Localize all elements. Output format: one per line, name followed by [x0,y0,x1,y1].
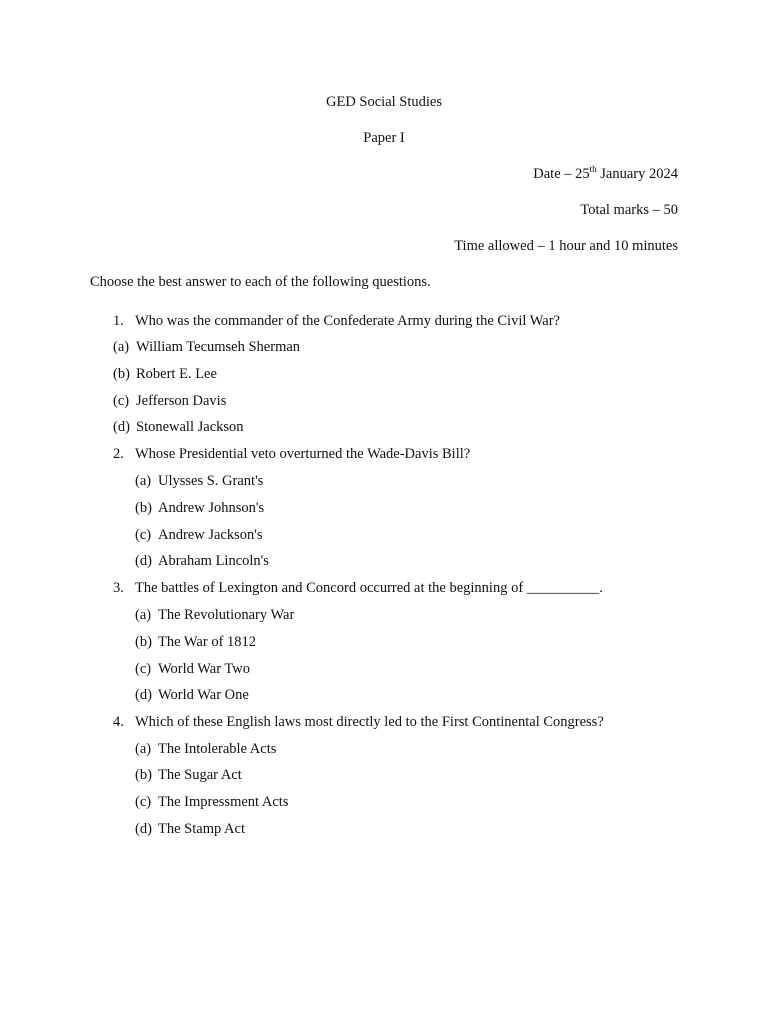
option-label: (b) [113,366,130,382]
q2-option-a [135,472,263,490]
option-text: Jefferson Davis [136,393,227,409]
q1-option-d [113,418,244,436]
option-text: Robert E. Lee [136,366,217,382]
q4-option-b [135,766,242,784]
option-text: The Stamp Act [158,821,245,837]
option-text: The War of 1812 [158,634,257,650]
paper-label: Paper I [363,130,405,146]
time-allowed: Time allowed – 1 hour and 10 minutes [454,238,678,254]
option-text: William Tecumseh Sherman [136,339,301,355]
question-number: 3. [113,580,124,596]
question-text: The battles of Lexington and Concord occurred at the beginning of __________. [135,580,603,596]
option-label: (a) [135,473,152,489]
date-prefix: Date – 25 [533,166,590,182]
option-label: (c) [135,527,152,543]
option-text: The Impressment Acts [158,794,289,810]
q3-option-a [135,606,294,624]
option-label: (d) [135,687,152,703]
option-text: Stonewall Jackson [136,419,244,435]
option-label: (b) [135,634,152,650]
q2-option-d [135,552,269,570]
option-label: (c) [113,393,130,409]
option-label: (a) [135,607,152,623]
option-text: Andrew Jackson's [158,527,263,543]
question-4 [113,713,604,731]
exam-date [533,165,678,183]
question-text: Whose Presidential veto overturned the Wade-Davis Bill? [135,446,471,462]
option-text: The Sugar Act [158,767,242,783]
question-3 [113,579,603,597]
question-1 [113,312,560,330]
q2-option-b [135,499,264,517]
date-suffix: January 2024 [596,166,678,182]
exam-title: GED Social Studies [326,94,442,110]
option-text: World War One [158,687,249,703]
question-2 [113,445,470,463]
option-label: (d) [135,821,152,837]
option-text: The Intolerable Acts [158,741,277,757]
q1-option-c [113,392,226,410]
option-label: (a) [135,741,152,757]
q4-option-c [135,793,288,811]
question-text: Which of these English laws most directly led to the First Continental Congress? [135,714,604,730]
option-label: (a) [113,339,130,355]
q4-option-a [135,740,276,758]
q1-option-a [113,338,300,356]
question-text: Who was the commander of the Confederate Army during the Civil War? [135,313,560,329]
instructions: Choose the best answer to each of the following questions. [90,274,431,290]
option-label: (d) [113,419,130,435]
question-number: 4. [113,714,124,730]
q3-option-c [135,660,250,678]
option-text: Abraham Lincoln's [158,553,269,569]
option-label: (c) [135,794,152,810]
q3-option-b [135,633,256,651]
option-label: (c) [135,661,152,677]
option-label: (d) [135,553,152,569]
total-marks: Total marks – 50 [580,202,678,218]
option-text: The Revolutionary War [158,607,295,623]
q2-option-c [135,526,263,544]
q1-option-b [113,365,217,383]
option-text: Ulysses S. Grant's [158,473,264,489]
option-text: World War Two [158,661,250,677]
date-ordinal: th [589,164,597,175]
option-label: (b) [135,767,152,783]
question-number: 2. [113,446,124,462]
option-text: Andrew Johnson's [158,500,265,516]
q3-option-d [135,686,249,704]
q4-option-d [135,820,245,838]
question-number: 1. [113,313,124,329]
option-label: (b) [135,500,152,516]
